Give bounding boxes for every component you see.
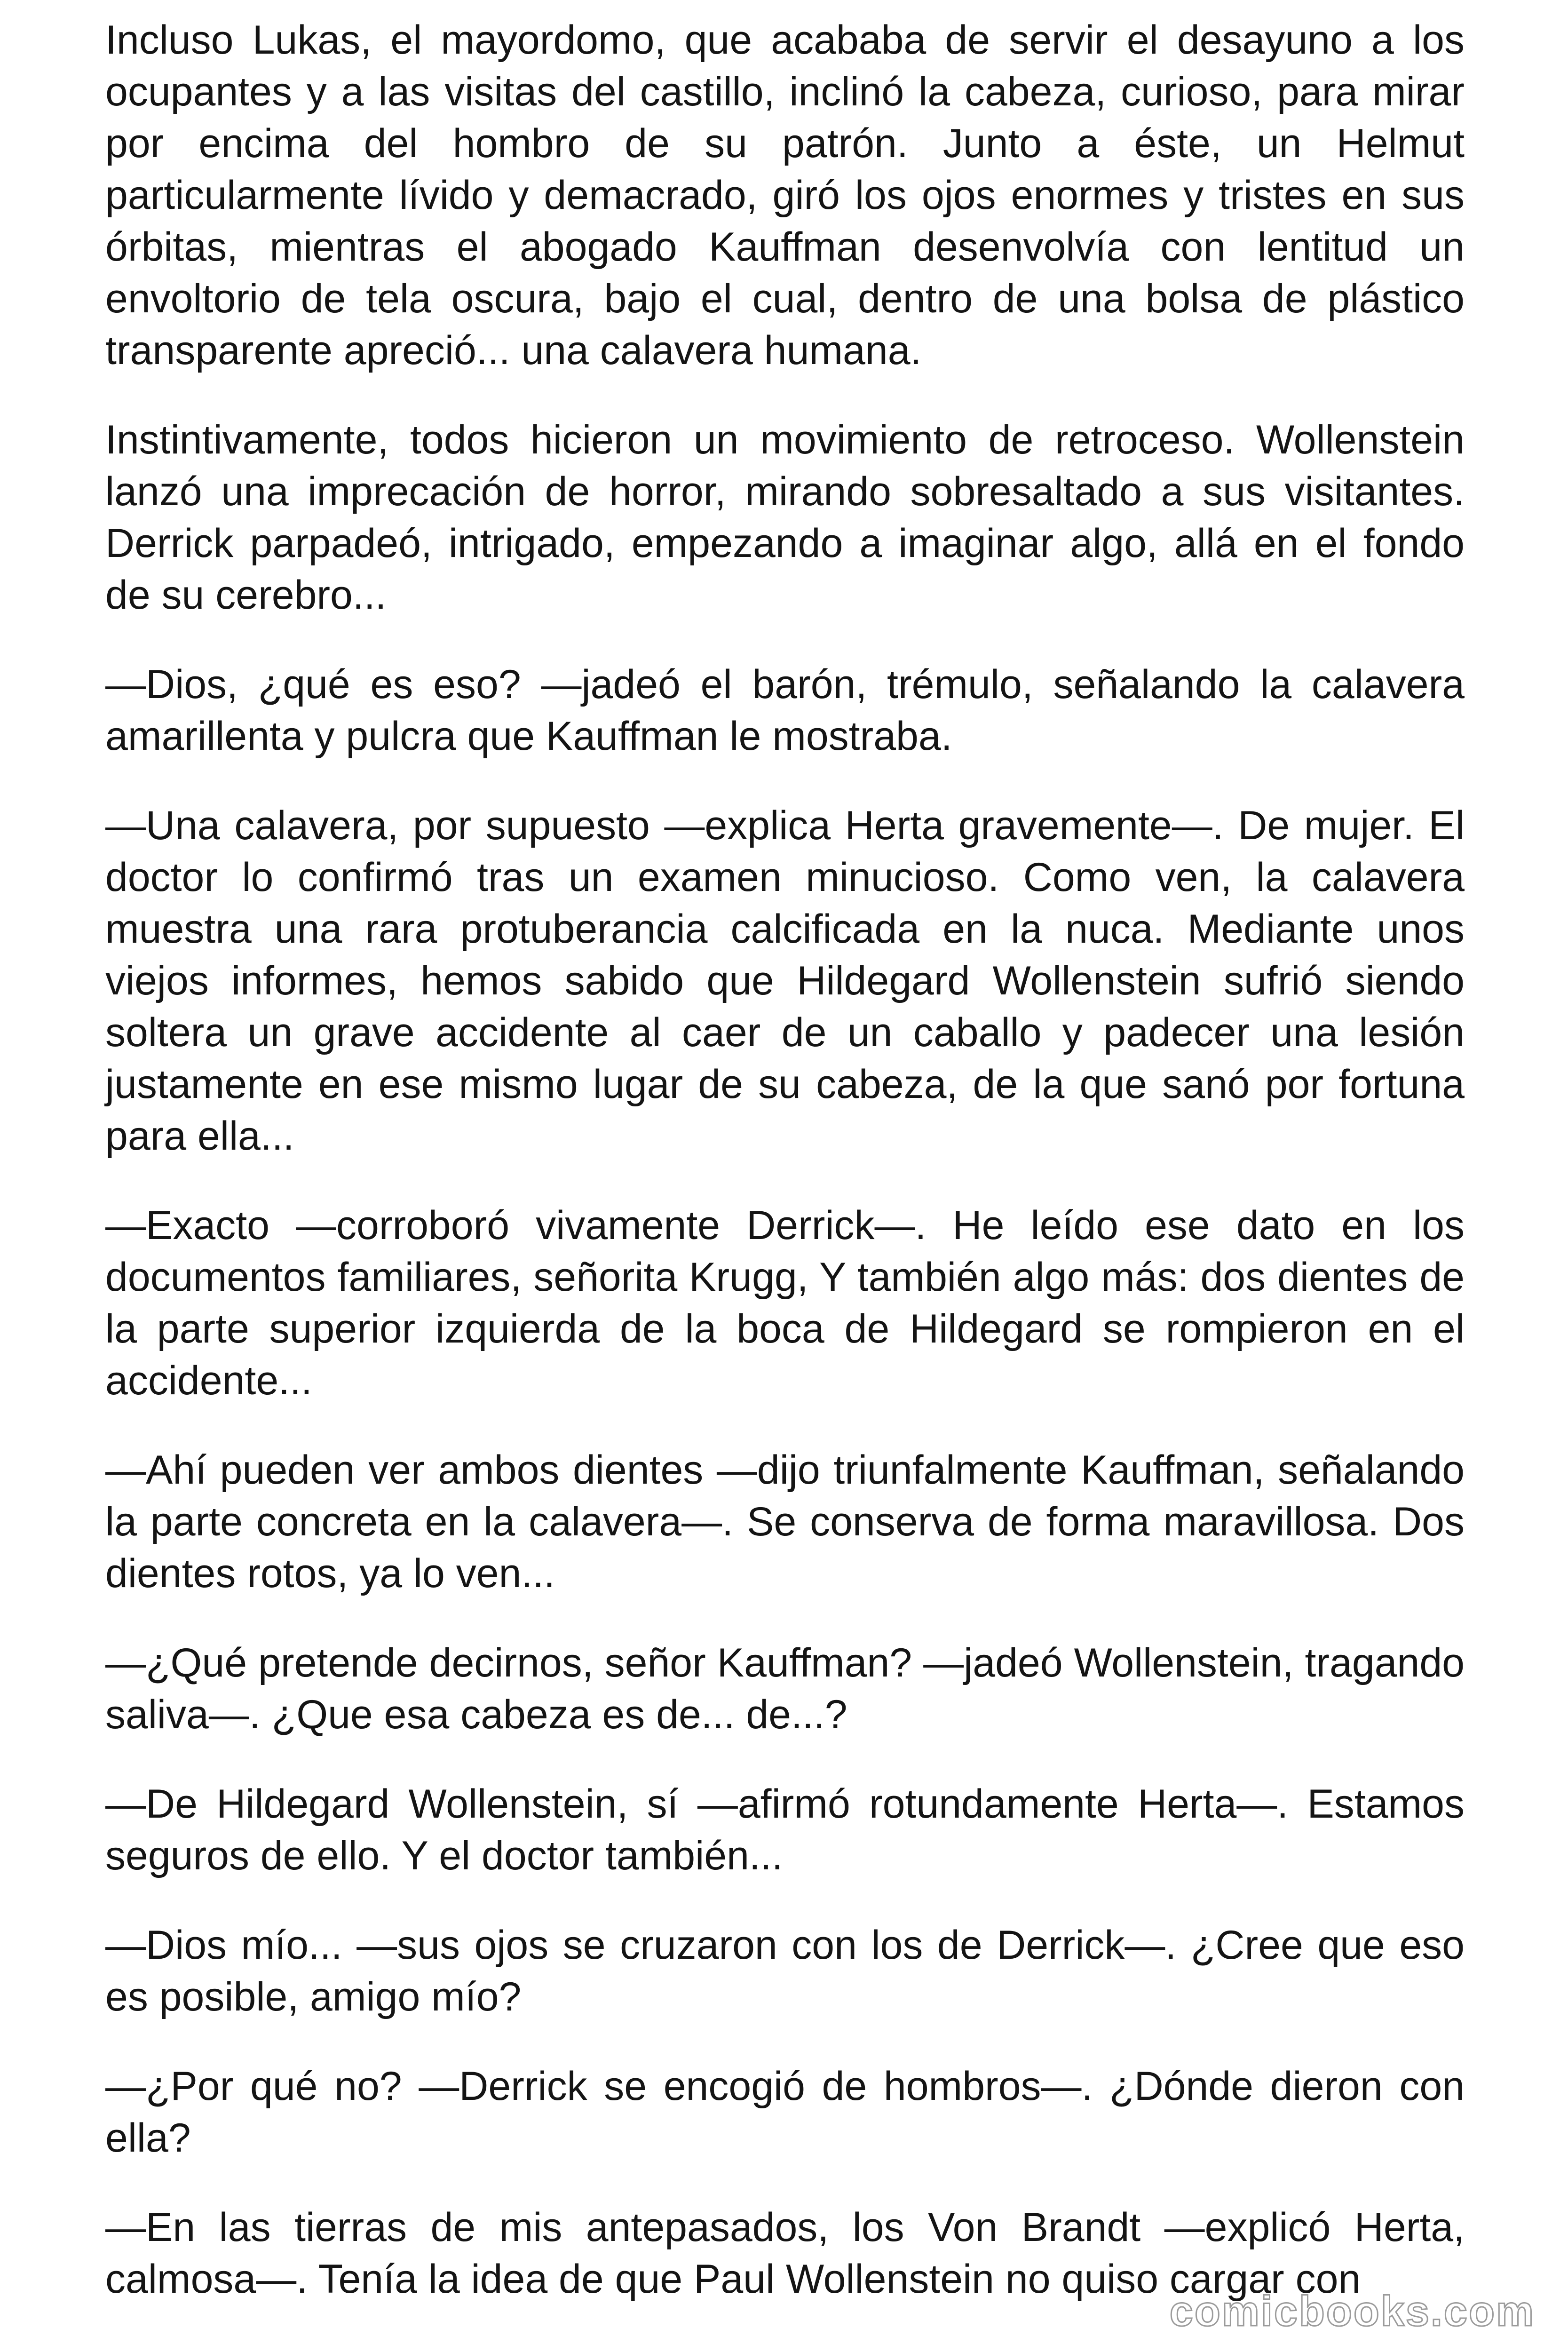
paragraph-4: —Una calavera, por supuesto —explica Herta gravemente—. De mujer. El doctor lo confirmó tras un examen minucioso. Como ven, la calavera muestra una rara protuberancia calcificada en la nuca. Mediante unos viejos informes, hemos sabido que Hildegard Wollenstein sufrió siendo soltera un grave accidente al caer de un caballo y padecer una lesión justamente en ese mismo lugar de su cabeza, de la que sanó por fortuna para ella... [105, 803, 1465, 1159]
body-text [105, 14, 1465, 2343]
paragraph-8: —De Hildegard Wollenstein, sí —afirmó rotundamente Herta—. Estamos seguros de ello. Y el doctor también... [105, 1781, 1465, 1878]
paragraph-11: —En las tierras de mis antepasados, los Von Brandt —explicó Herta, calmosa—. Tenía la idea de que Paul Wollenstein no quiso cargar con [105, 2205, 1465, 2302]
watermark-logo: comicbooks.com [1169, 2288, 1535, 2335]
paragraph-7: —¿Qué pretende decirnos, señor Kauffman? —jadeó Wollenstein, tragando saliva—. ¿Que esa cabeza es de... de...? [105, 1640, 1465, 1737]
paragraph-10: —¿Por qué no? —Derrick se encogió de hombros—. ¿Dónde dieron con ella? [105, 2064, 1465, 2161]
paragraph-1: Incluso Lukas, el mayordomo, que acababa de servir el desayuno a los ocupantes y a las visitas del castillo, inclinó la cabeza, curioso, para mirar por encima del hombro de su patrón. Junto a éste, un Helmut particularmente lívido y demacrado, giró los ojos enormes y tristes en sus órbitas, mientras el abogado Kauffman desenvolvía con lentitud un envoltorio de tela oscura, bajo el cual, dentro de una bolsa de plástico transparente apreció... una calavera humana. [105, 17, 1465, 373]
paragraph-2: Instintivamente, todos hicieron un movimiento de retroceso. Wollenstein lanzó una imprecación de horror, mirando sobresaltado a sus visitantes. Derrick parpadeó, intrigado, empezando a imaginar algo, allá en el fondo de su cerebro... [105, 417, 1465, 618]
paragraph-3: —Dios, ¿qué es eso? —jadeó el barón, trémulo, señalando la calavera amarillenta y pulcra que Kauffman le mostraba. [105, 662, 1465, 759]
paragraph-6: —Ahí pueden ver ambos dientes —dijo triunfalmente Kauffman, señalando la parte concreta en la calavera—. Se conserva de forma maravillosa. Dos dientes rotos, ya lo ven... [105, 1447, 1465, 1596]
paragraph-9: —Dios mío... —sus ojos se cruzaron con los de Derrick—. ¿Cree que eso es posible, amigo mío? [105, 1923, 1465, 2019]
paragraph-5: —Exacto —corroboró vivamente Derrick—. He leído ese dato en los documentos familiares, señorita Krugg, Y también algo más: dos dientes de la parte superior izquierda de la boca de Hildegard se rompieron en el accidente... [105, 1203, 1465, 1403]
